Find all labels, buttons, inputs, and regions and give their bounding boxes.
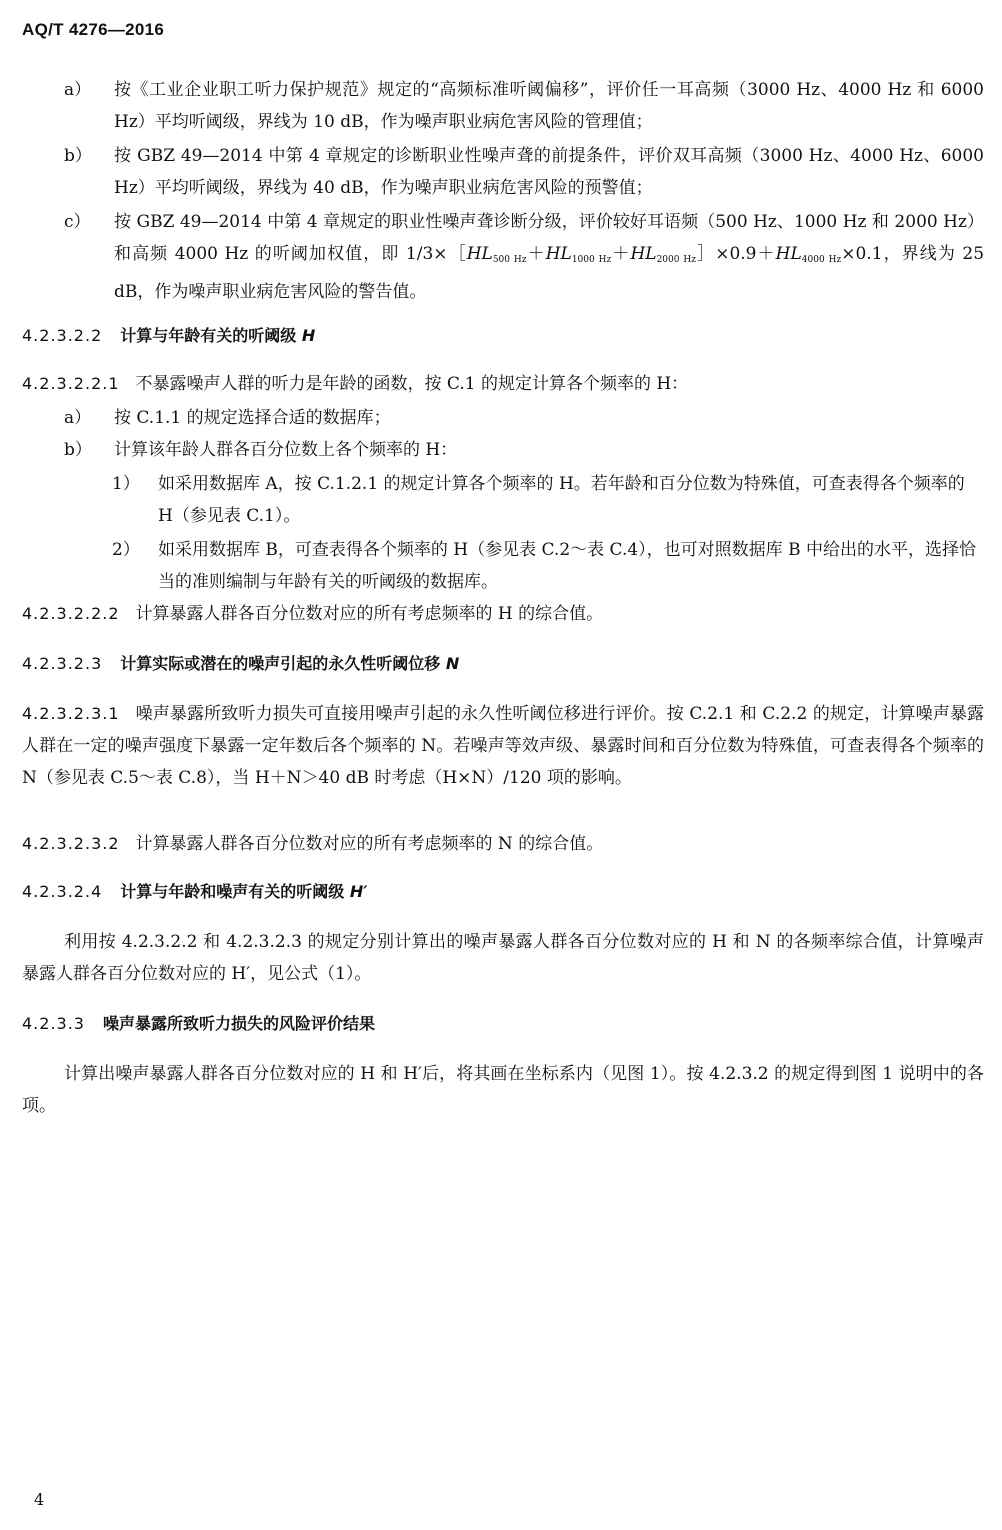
- clause-text: 不暴露噪声人群的听力是年龄的函数，按 C.1 的规定计算各个频率的 H：: [135, 374, 689, 394]
- section-title: 计算实际或潜在的噪声引起的永久性听阈位移 N: [120, 654, 460, 673]
- list-text: 计算该年龄人群各百分位数上各个频率的 H：: [114, 440, 458, 460]
- clause-423222: [22, 598, 984, 630]
- paragraph-42324: 利用按 4.2.3.2.2 和 4.2.3.2.3 的规定分别计算出的噪声暴露人群各百分位数对应的 H 和 N 的各频率综合值，计算噪声暴露人群各百分位数对应的 H′，见公式（1）。: [22, 932, 984, 984]
- section-title: 噪声暴露所致听力损失的风险评价结果: [102, 1014, 375, 1033]
- section-heading-4233: [22, 1008, 375, 1040]
- section-number: 4.2.3.3: [22, 1014, 85, 1033]
- list-label: a）: [64, 80, 92, 100]
- clause-number: 4.2.3.2.2.1: [22, 374, 120, 393]
- section-number: 4.2.3.2.3: [22, 654, 103, 673]
- clause-423232: [22, 828, 984, 860]
- page-number: 4: [34, 1490, 45, 1509]
- section-number: 4.2.3.2.2: [22, 326, 103, 345]
- list-text: 按 C.1.1 的规定选择合适的数据库；: [114, 408, 391, 428]
- list-text: 按 GBZ 49—2014 中第 4 章规定的诊断职业性噪声聋的前提条件，评价双耳高频（3000 Hz、4000 Hz、6000 Hz）平均听阈级，界线为 40 dB，作为噪声职业病危害风险的预警值；: [114, 146, 984, 198]
- section-title: 计算与年龄有关的听阈级 H: [120, 326, 316, 345]
- clause-text: 计算暴露人群各百分位数对应的所有考虑频率的 H 的综合值。: [135, 604, 604, 624]
- clause-423221: [22, 368, 984, 400]
- list-item-b: [64, 140, 984, 204]
- sub-text: 如采用数据库 A，按 C.1.2.1 的规定计算各个频率的 H。若年龄和百分位数为特殊值，可查表得各个频率的 H（参见表 C.1）。: [158, 474, 965, 526]
- list-item-a: [64, 402, 984, 434]
- clause-423231: [22, 698, 984, 794]
- section-number: 4.2.3.2.4: [22, 882, 103, 901]
- sub-label: 2）: [112, 540, 140, 560]
- clause-number: 4.2.3.2.3.2: [22, 834, 120, 853]
- list-text: 按《工业企业职工听力保护规范》规定的“高频标准听阈偏移”，评价任一耳高频（3000 Hz、4000 Hz 和 6000 Hz）平均听阈级，界线为 10 dB，作为噪声职业病危害风险的管理值；: [114, 80, 984, 132]
- section-heading-42323: [22, 648, 459, 680]
- list-label: b）: [64, 440, 92, 460]
- list-item-a: [64, 74, 984, 138]
- clause-number: 4.2.3.2.2.2: [22, 604, 120, 623]
- clause-text: 噪声暴露所致听力损失可直接用噪声引起的永久性听阈位移进行评价。按 C.2.1 和 C.2.2 的规定，计算噪声暴露人群在一定的噪声强度下暴露一定年数后各个频率的 N。若噪声等效声级、暴露时间和百分位数为特殊值，可查表得各个频率的 N（参见表 C.5～表 C.8），当 H＋N＞40 dB 时考虑（H×N）/120 项的影响。: [22, 704, 984, 788]
- doc-code-header: AQ/T 4276—2016: [22, 20, 165, 39]
- sub-item-2: [112, 534, 984, 598]
- section-heading-42322: [22, 320, 315, 352]
- sub-item-1: [112, 468, 984, 532]
- clause-text: 计算暴露人群各百分位数对应的所有考虑频率的 N 的综合值。: [135, 834, 604, 854]
- list-label: b）: [64, 146, 92, 166]
- paragraph-4233: 计算出噪声暴露人群各百分位数对应的 H 和 H′后，将其画在坐标系内（见图 1）。按 4.2.3.2 的规定得到图 1 说明中的各项。: [22, 1064, 984, 1116]
- list-item-c: [64, 206, 984, 302]
- sub-label: 1）: [112, 474, 140, 494]
- clause-number: 4.2.3.2.3.1: [22, 704, 120, 723]
- list-label: a）: [64, 408, 92, 428]
- list-item-b: [64, 434, 984, 466]
- section-heading-42324: [22, 876, 367, 908]
- list-text: 按 GBZ 49—2014 中第 4 章规定的职业性噪声聋诊断分级，评价较好耳语频（500 Hz、1000 Hz 和 2000 Hz）和高频 4000 Hz 的听阈加权值，即 $1/3\times[HL_{500 Hz}+HL_{1000 Hz}+HL_{2000 Hz}]\times 0.9+HL_{4000 Hz}\times 0.1$，界线为 25 dB，作为噪声职业病危害风险的警告值。: [114, 212, 985, 302]
- sub-text: 如采用数据库 B，可查表得各个频率的 H（参见表 C.2～表 C.4），也可对照数据库 B 中给出的水平，选择恰当的准则编制与年龄有关的听阈级的数据库。: [158, 540, 976, 592]
- list-label: c）: [64, 212, 91, 232]
- section-title: 计算与年龄和噪声有关的听阈级 H′: [120, 882, 368, 901]
